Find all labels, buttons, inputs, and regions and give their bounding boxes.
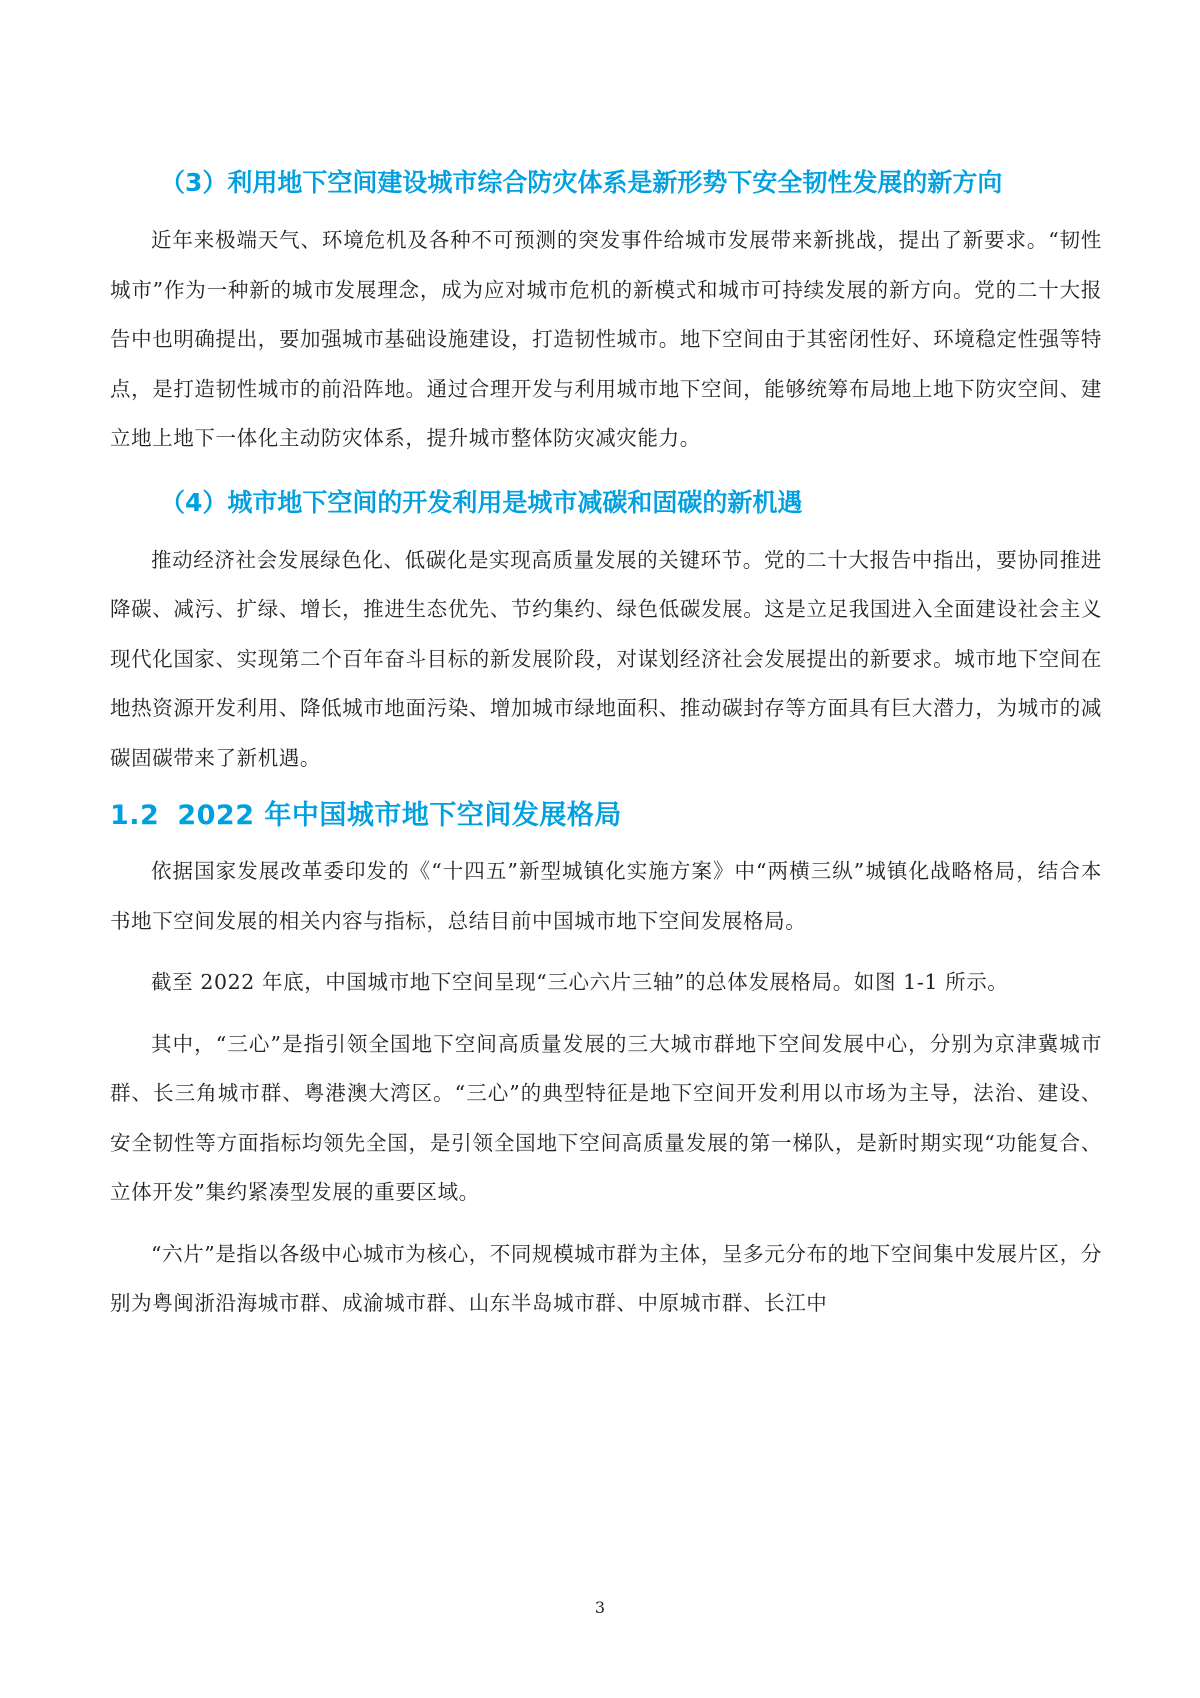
section-1-2-heading (110, 789, 1102, 843)
page-content (110, 150, 1102, 1329)
body-paragraph: 依据国家发展改革委印发的《“十四五”新型城镇化实施方案》中“两横三纵”城镇化战略格局，结合本书地下空间发展的相关内容与指标，总结目前中国城市地下空间发展格局。 (110, 859, 1102, 933)
page-number: 3 (594, 1598, 606, 1617)
section-4-heading: （4）城市地下空间的开发利用是城市减碳和固碳的新机遇 (160, 487, 803, 517)
section-number: 1.2 (110, 800, 160, 831)
section-title: 2022 年中国城市地下空间发展格局 (177, 800, 622, 831)
section-3-paragraph: 近年来极端天气、环境危机及各种不可预测的突发事件给城市发展带来新挑战，提出了新要求。“韧性城市”作为一种新的城市发展理念，成为应对城市危机的新模式和城市可持续发展的新方向。党的二十大报告中也明确提出，要加强城市基础设施建设，打造韧性城市。地下空间由于其密闭性好、环境稳定性强等特点，是打造韧性城市的前沿阵地。通过合理开发与利用城市地下空间，能够统筹布局地上地下防灾空间、建立地上地下一体化主动防灾体系，提升城市整体防灾减灾能力。 (110, 228, 1102, 450)
body-paragraph: 截至 2022 年底，中国城市地下空间呈现“三心六片三轴”的总体发展格局。如图 1-1 所示。 (151, 970, 1009, 994)
body-paragraph: “六片”是指以各级中心城市为核心，不同规模城市群为主体，呈多元分布的地下空间集中发展片区，分别为粤闽浙沿海城市群、成渝城市群、山东半岛城市群、中原城市群、长江中 (110, 1241, 1102, 1315)
body-paragraph: 其中，“三心”是指引领全国地下空间高质量发展的三大城市群地下空间发展中心，分别为京津冀城市群、长三角城市群、粤港澳大湾区。“三心”的典型特征是地下空间开发利用以市场为主导，法治、建设、安全韧性等方面指标均领先全国，是引领全国地下空间高质量发展的第一梯队，是新时期实现“功能复合、立体开发”集约紧凑型发展的重要区域。 (110, 1031, 1102, 1204)
section-3-heading: （3）利用地下空间建设城市综合防灾体系是新形势下安全韧性发展的新方向 (160, 168, 1003, 197)
section-4-paragraph: 推动经济社会发展绿色化、低碳化是实现高质量发展的关键环节。党的二十大报告中指出，要协同推进降碳、减污、扩绿、增长，推进生态优先、节约集约、绿色低碳发展。这是立足我国进入全面建设社会主义现代化国家、实现第二个百年奋斗目标的新发展阶段，对谋划经济社会发展提出的新要求。城市地下空间在地热资源开发利用、降低城市地面污染、增加城市绿地面积、推动碳封存等方面具有巨大潜力，为城市的减碳固碳带来了新机遇。 (110, 547, 1102, 770)
